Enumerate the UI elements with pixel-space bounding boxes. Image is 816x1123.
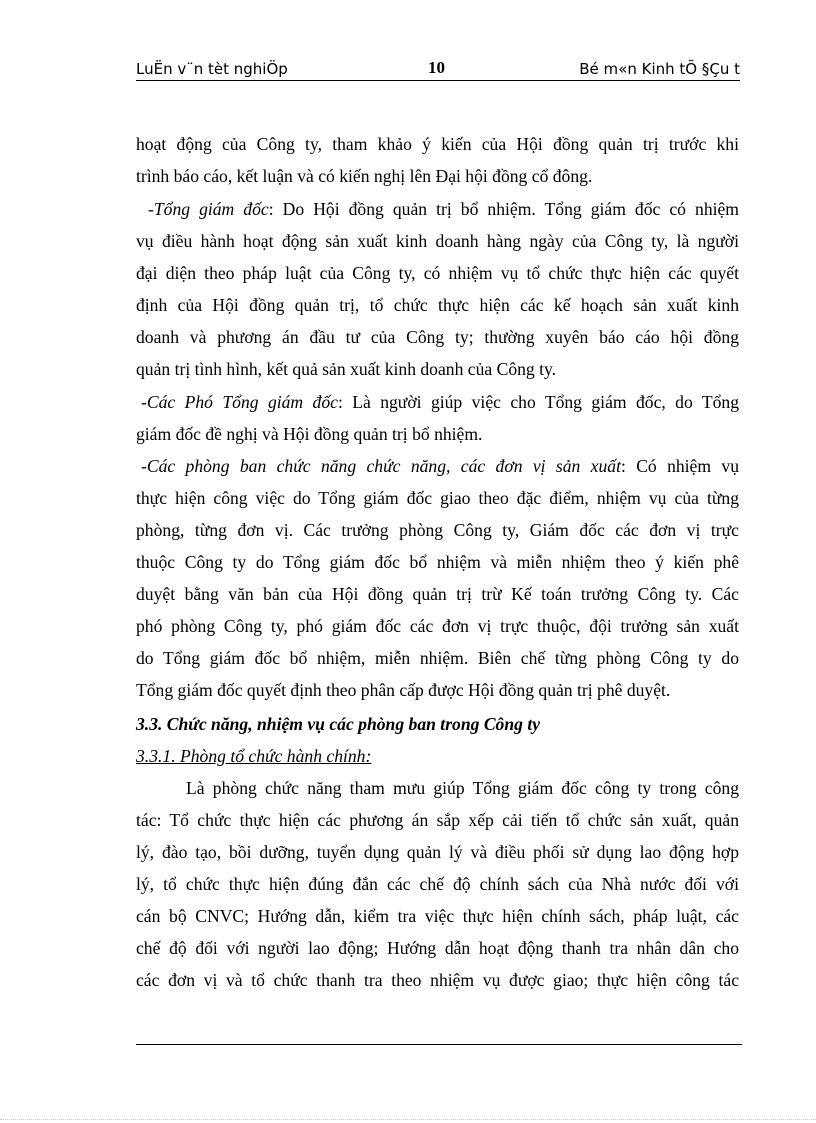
footer-rule xyxy=(136,1044,742,1045)
body-line: lý, đào tạo, bồi dưỡng, tuyển dụng quản lý và điều phối sử dụng lao động hợp xyxy=(136,842,739,862)
body-line: vụ điều hành hoạt động sản xuất kinh doanh hàng ngày của Công ty, là người xyxy=(136,231,739,251)
page-header xyxy=(136,56,740,81)
body-line: cán bộ CNVC; Hướng dẫn, kiểm tra việc thực hiện chính sách, pháp luật, các xyxy=(136,906,739,926)
body-line: định của Hội đồng quản trị, tổ chức thực hiện các kế hoạch sản xuất kinh xyxy=(136,295,739,315)
body-line: Là phòng chức năng tham mưu giúp Tổng giám đốc công ty trong công xyxy=(186,778,739,798)
term-general-director: -Tổng giám đốc xyxy=(148,199,269,219)
paragraph-departments xyxy=(141,455,739,477)
body-line: trình báo cáo, kết luận và có kiến nghị lên Đại hội đồng cổ đông. xyxy=(136,166,593,186)
section-heading: 3.3. Chức năng, nhiệm vụ các phòng ban trong Công ty xyxy=(136,714,541,734)
page-number: 10 xyxy=(428,58,445,77)
body-line: quản trị tình hình, kết quả sản xuất kinh doanh của Công ty. xyxy=(136,359,557,379)
body-line: đại diện theo pháp luật của Công ty, có nhiệm vụ tổ chức thực hiện các quyết xyxy=(136,263,739,283)
body-line: phó phòng Công ty, phó giám đốc các đơn vị trực thuộc, đội trưởng sản xuất xyxy=(136,616,739,636)
paragraph-general-director xyxy=(148,198,739,220)
body-line: hoạt động của Công ty, tham khảo ý kiến của Hội đồng quản trị trước khi xyxy=(136,134,739,154)
body-line: Tổng giám đốc quyết định theo phân cấp được Hội đồng quản trị phê duyệt. xyxy=(136,680,671,700)
body-line: duyệt bằng văn bản của Hội đồng quản trị trừ Kế toán trưởng Công ty. Các xyxy=(136,584,739,604)
body-line: doanh và phương án đầu tư của Công ty; thường xuyên báo cáo hội đồng xyxy=(136,327,739,347)
page-edge xyxy=(0,1119,816,1120)
body-line: giám đốc đề nghị và Hội đồng quản trị bổ nhiệm. xyxy=(136,424,483,444)
term-departments: -Các phòng ban chức năng chức năng, các đơn vị sản xuất xyxy=(141,456,621,476)
header-thesis-title: LuËn v¨n tèt nghiÖp xyxy=(136,60,288,78)
body-line: thuộc Công ty do Tổng giám đốc bổ nhiệm và miễn nhiệm theo ý kiến phê xyxy=(136,552,739,572)
term-deputy-directors: -Các Phó Tổng giám đốc xyxy=(141,392,338,412)
body-line: các đơn vị và tổ chức thanh tra theo nhiệm vụ được giao; thực hiện công tác xyxy=(136,970,739,990)
body-text: : Do Hội đồng quản trị bổ nhiệm. Tổng giám đốc có nhiệm xyxy=(268,199,739,219)
body-line: thực hiện công việc do Tổng giám đốc giao theo đặc điểm, nhiệm vụ của từng xyxy=(136,488,739,508)
body-text: : Là người giúp việc cho Tổng giám đốc, do Tổng xyxy=(337,392,740,412)
subsection-heading: 3.3.1. Phòng tổ chức hành chính: xyxy=(136,746,372,766)
body-line: phòng, từng đơn vị. Các trưởng phòng Công ty, Giám đốc các đơn vị trực xyxy=(136,520,739,540)
body-line: lý, tổ chức thực hiện đúng đắn các chế độ chính sách của Nhà nước đối với xyxy=(136,874,739,894)
body-line: chế độ đối với người lao động; Hướng dẫn hoạt động thanh tra nhân dân cho xyxy=(136,938,739,958)
body-line: do Tổng giám đốc bổ nhiệm, miễn nhiệm. Biên chế từng phòng Công ty do xyxy=(136,648,739,668)
header-department: Bé m«n Kinh tÕ §Çu t xyxy=(579,60,740,78)
body-line: tác: Tổ chức thực hiện các phương án sắp xếp cải tiến tổ chức sản xuất, quản xyxy=(136,810,739,830)
paragraph-deputy-directors xyxy=(141,391,739,413)
body-text: : Có nhiệm vụ xyxy=(620,456,739,476)
